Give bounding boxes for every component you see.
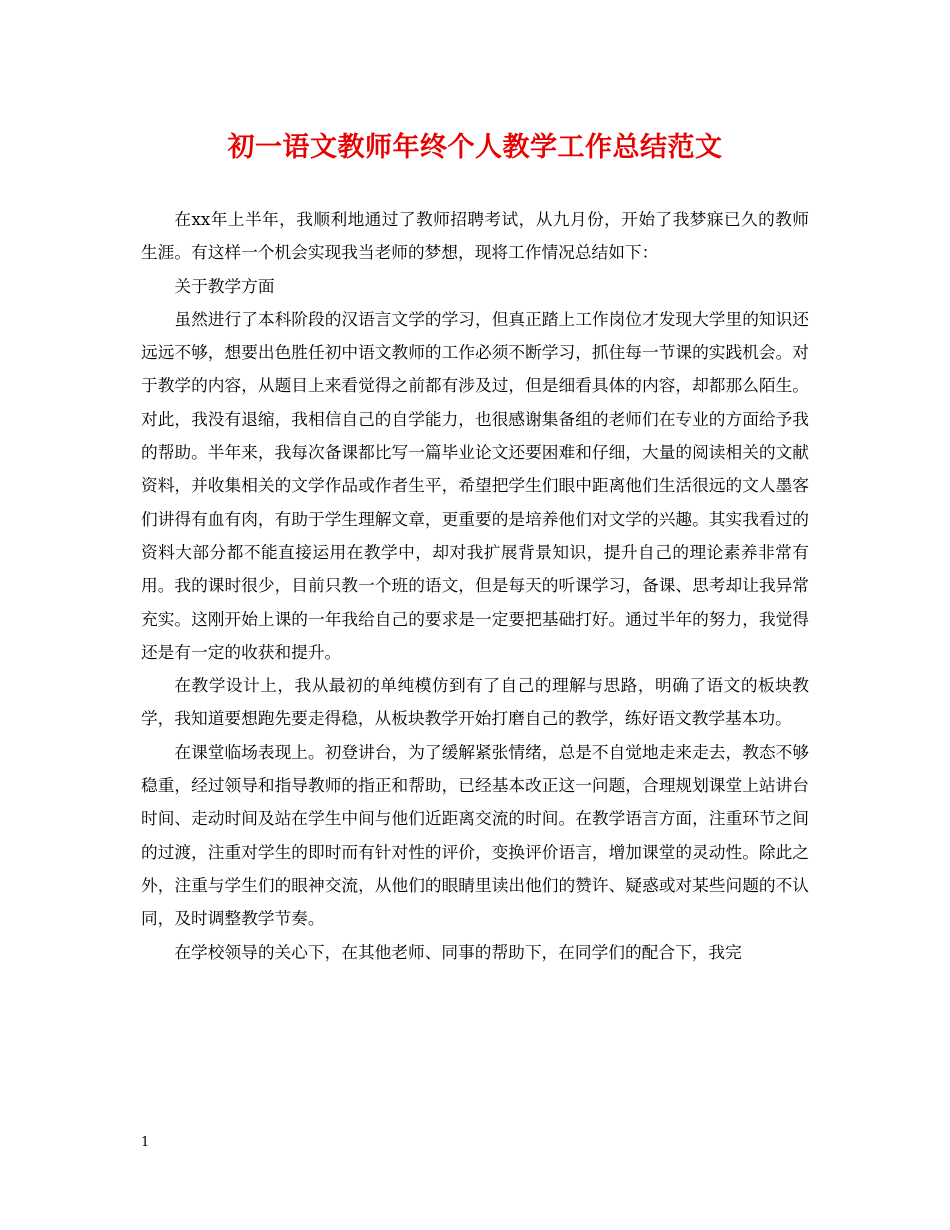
paragraph-classroom: 在课堂临场表现上。初登讲台，为了缓解紧张情绪，总是不自觉地走来走去，教态不够稳重，经过领导和指导教师的指正和帮助，已经基本改正这一问题，合理规划课堂上站讲台时间、走动时间及站在学生中间与他们近距离交流的时间。在教学语言方面，注重环节之间的过渡，注重对学生的即时而有针对性的评价，变换评价语言，增加课堂的灵动性。除此之外，注重与学生们的眼神交流，从他们的眼睛里读出他们的赞许、疑惑或对某些问题的不认同，及时调整教学节奏。 xyxy=(141,741,809,929)
document-title: 初一语文教师年终个人教学工作总结范文 xyxy=(227,132,723,163)
paragraph-learning: 虽然进行了本科阶段的汉语言文学的学习，但真正踏上工作岗位才发现大学里的知识还远远不够，想要出色胜任初中语文教师的工作必须不断学习，抓住每一节课的实践机会。对于教学的内容，从题目上来看觉得之前都有涉及过，但是细看具体的内容，却都那么陌生。对此，我没有退缩，我相信自己的自学能力，也很感谢集备组的老师们在专业的方面给予我的帮助。半年来，我每次备课都比写一篇毕业论文还要困难和仔细，大量的阅读相关的文献资料，并收集相关的文学作品或作者生平，希望把学生们眼中距离他们生活很远的文人墨客们讲得有血有肉，有助于学生理解文章，更重要的是培养他们对文学的兴趣。其实我看过的资料大部分都不能直接运用在教学中，却对我扩展背景知识，提升自己的理论素养非常有用。我的课时很少，目前只教一个班的语文，但是每天的听课学习，备课、思考却让我异常充实。这刚开始上课的一年我给自己的要求是一定要把基础打好。通过半年的努力，我觉得还是有一定的收获和提升。 xyxy=(141,308,809,662)
section-heading-teaching: 关于教学方面 xyxy=(174,275,275,296)
document-body xyxy=(141,203,809,969)
paragraph-intro: 在xx年上半年，我顺利地通过了教师招聘考试，从九月份，开始了我梦寐已久的教师生涯。有这样一个机会实现我当老师的梦想，现将工作情况总结如下： xyxy=(141,209,809,263)
paragraph-support: 在学校领导的关心下，在其他老师、同事的帮助下，在同学们的配合下，我完 xyxy=(174,941,742,962)
page-number: 1 xyxy=(141,1135,150,1150)
paragraph-design: 在教学设计上，我从最初的单纯模仿到有了自己的理解与思路，明确了语文的板块教学，我知道要想跑先要走得稳，从板块教学开始打磨自己的教学，练好语文教学基本功。 xyxy=(141,675,809,729)
